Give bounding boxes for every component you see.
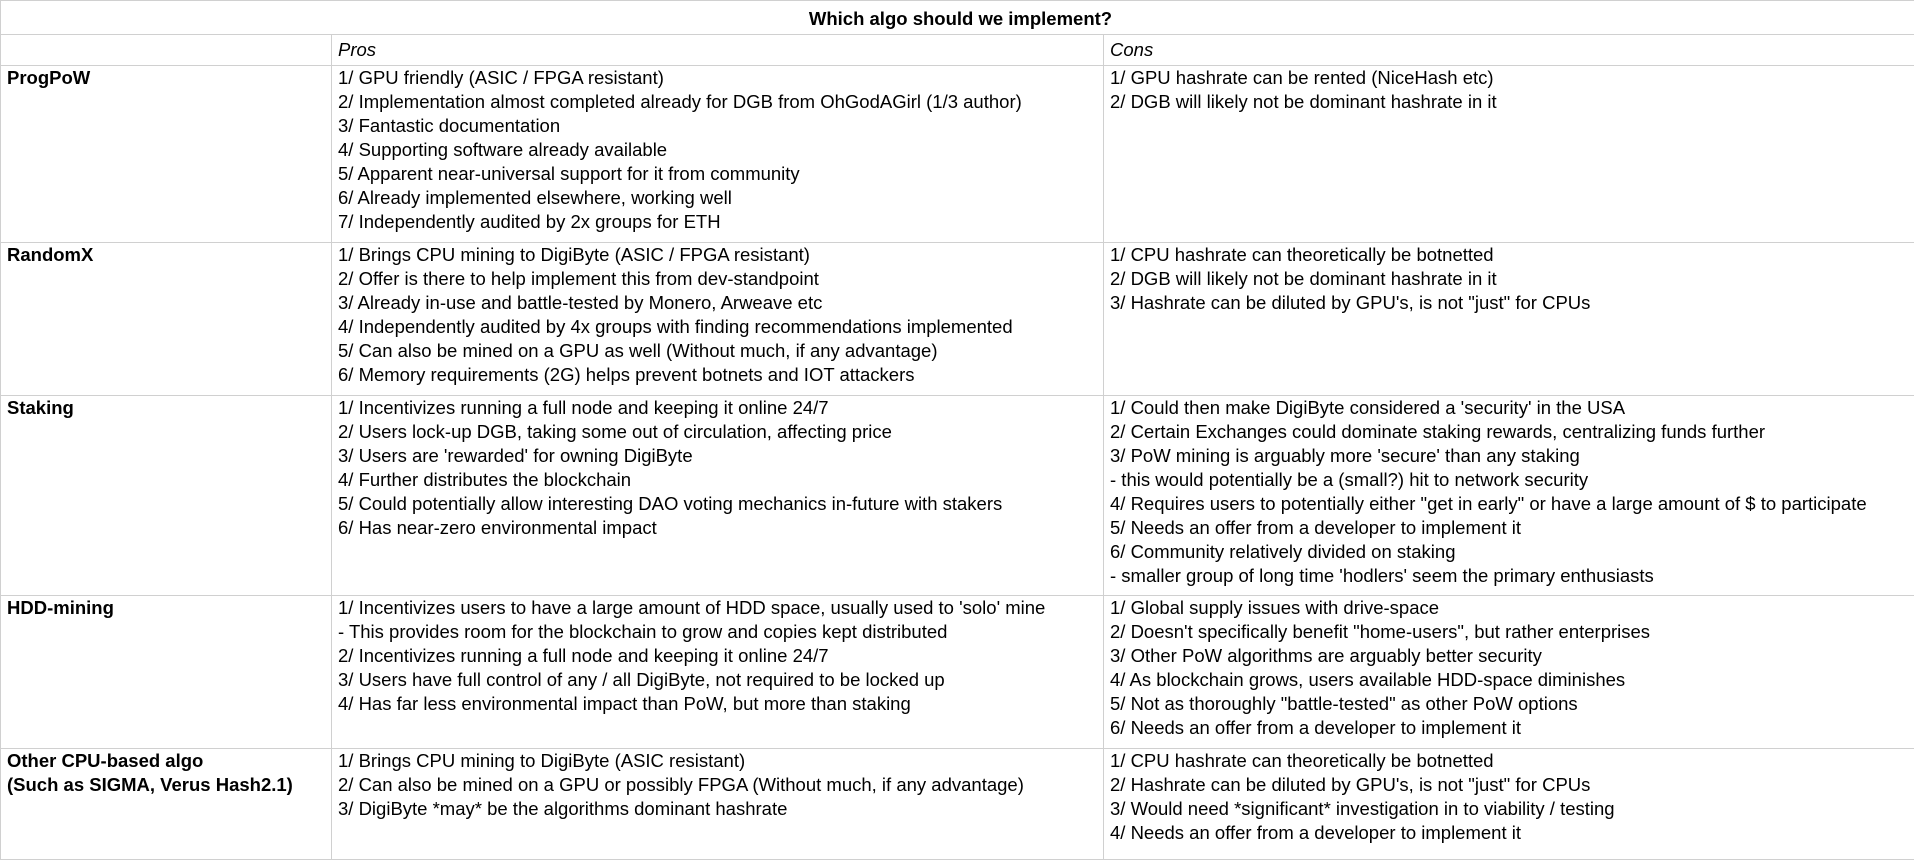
con-line: 1/ CPU hashrate can theoretically be botnetted: [1110, 243, 1914, 267]
pros-cell[interactable]: [332, 396, 1104, 596]
pro-line: 3/ DigiByte *may* be the algorithms dominant hashrate: [338, 797, 1103, 821]
con-line: 1/ GPU hashrate can be rented (NiceHash etc): [1110, 66, 1914, 90]
pro-line: 1/ Brings CPU mining to DigiByte (ASIC resistant): [338, 749, 1103, 773]
pros-cell[interactable]: [332, 596, 1104, 749]
header-empty-cell[interactable]: [1, 35, 332, 66]
table-row: [1, 243, 1914, 396]
row-name: Staking: [7, 396, 331, 420]
pro-line: 6/ Memory requirements (2G) helps prevent botnets and IOT attackers: [338, 363, 1103, 387]
cons-cell[interactable]: [1104, 66, 1914, 243]
con-line: 3/ PoW mining is arguably more 'secure' than any staking: [1110, 444, 1914, 468]
pro-line: 7/ Independently audited by 2x groups for ETH: [338, 210, 1103, 234]
table-row: [1, 66, 1914, 243]
pro-line: 4/ Independently audited by 4x groups with finding recommendations implemented: [338, 315, 1103, 339]
row-name: ProgPoW: [7, 66, 331, 90]
pro-line: 5/ Can also be mined on a GPU as well (Without much, if any advantage): [338, 339, 1103, 363]
header-pros[interactable]: Pros: [332, 35, 1104, 66]
pro-line: 2/ Offer is there to help implement this from dev-standpoint: [338, 267, 1103, 291]
pro-line: 3/ Fantastic documentation: [338, 114, 1103, 138]
pros-cell[interactable]: [332, 66, 1104, 243]
pro-line: 3/ Already in-use and battle-tested by Monero, Arweave etc: [338, 291, 1103, 315]
row-name: HDD-mining: [7, 596, 331, 620]
con-line: 1/ Could then make DigiByte considered a 'security' in the USA: [1110, 396, 1914, 420]
con-line: 5/ Not as thoroughly "battle-tested" as other PoW options: [1110, 692, 1914, 716]
pro-line: 1/ Incentivizes users to have a large amount of HDD space, usually used to 'solo' mine: [338, 596, 1103, 620]
pro-line: 2/ Can also be mined on a GPU or possibly FPGA (Without much, if any advantage): [338, 773, 1103, 797]
con-line: 3/ Hashrate can be diluted by GPU's, is not "just" for CPUs: [1110, 291, 1914, 315]
con-line: 4/ As blockchain grows, users available HDD-space diminishes: [1110, 668, 1914, 692]
header-cons[interactable]: Cons: [1104, 35, 1914, 66]
con-line: - smaller group of long time 'hodlers' seem the primary enthusiasts: [1110, 564, 1914, 588]
pro-line: 6/ Already implemented elsewhere, working well: [338, 186, 1103, 210]
pro-line: 5/ Could potentially allow interesting DAO voting mechanics in-future with stakers: [338, 492, 1103, 516]
pro-line: - This provides room for the blockchain to grow and copies kept distributed: [338, 620, 1103, 644]
title-row: [1, 1, 1914, 35]
con-line: 3/ Would need *significant* investigation in to viability / testing: [1110, 797, 1914, 821]
cons-cell[interactable]: [1104, 596, 1914, 749]
pro-line: 4/ Further distributes the blockchain: [338, 468, 1103, 492]
pro-line: 1/ Incentivizes running a full node and keeping it online 24/7: [338, 396, 1103, 420]
row-name-cell[interactable]: [1, 396, 332, 596]
row-name-cell[interactable]: [1, 243, 332, 396]
pro-line: 3/ Users are 'rewarded' for owning DigiByte: [338, 444, 1103, 468]
cons-cell[interactable]: [1104, 749, 1914, 860]
con-line: 4/ Requires users to potentially either "get in early" or have a large amount of $ to participate: [1110, 492, 1914, 516]
con-line: 5/ Needs an offer from a developer to implement it: [1110, 516, 1914, 540]
pro-line: 4/ Has far less environmental impact than PoW, but more than staking: [338, 692, 1103, 716]
row-name: Other CPU-based algo: [7, 749, 331, 773]
con-line: 6/ Community relatively divided on staking: [1110, 540, 1914, 564]
pro-line: 2/ Incentivizes running a full node and keeping it online 24/7: [338, 644, 1103, 668]
pro-line: 2/ Users lock-up DGB, taking some out of circulation, affecting price: [338, 420, 1103, 444]
table-row: [1, 396, 1914, 596]
table-row: [1, 749, 1914, 860]
con-line: 2/ Doesn't specifically benefit "home-users", but rather enterprises: [1110, 620, 1914, 644]
cons-cell[interactable]: [1104, 396, 1914, 596]
con-line: 6/ Needs an offer from a developer to implement it: [1110, 716, 1914, 740]
con-line: - this would potentially be a (small?) hit to network security: [1110, 468, 1914, 492]
row-name: RandomX: [7, 243, 331, 267]
pro-line: 3/ Users have full control of any / all DigiByte, not required to be locked up: [338, 668, 1103, 692]
pro-line: 4/ Supporting software already available: [338, 138, 1103, 162]
con-line: 2/ DGB will likely not be dominant hashrate in it: [1110, 90, 1914, 114]
pro-line: 2/ Implementation almost completed already for DGB from OhGodAGirl (1/3 author): [338, 90, 1103, 114]
pros-cell[interactable]: [332, 749, 1104, 860]
con-line: 2/ Hashrate can be diluted by GPU's, is not "just" for CPUs: [1110, 773, 1914, 797]
con-line: 1/ Global supply issues with drive-space: [1110, 596, 1914, 620]
row-name-cell[interactable]: [1, 66, 332, 243]
table-row: [1, 596, 1914, 749]
header-row: [1, 35, 1914, 66]
pros-cell[interactable]: [332, 243, 1104, 396]
pro-line: 1/ GPU friendly (ASIC / FPGA resistant): [338, 66, 1103, 90]
row-name-cell[interactable]: [1, 749, 332, 860]
row-name-cell[interactable]: [1, 596, 332, 749]
pro-line: 1/ Brings CPU mining to DigiByte (ASIC / FPGA resistant): [338, 243, 1103, 267]
con-line: 3/ Other PoW algorithms are arguably better security: [1110, 644, 1914, 668]
cons-cell[interactable]: [1104, 243, 1914, 396]
row-name-subtitle: (Such as SIGMA, Verus Hash2.1): [7, 773, 331, 797]
con-line: 2/ Certain Exchanges could dominate staking rewards, centralizing funds further: [1110, 420, 1914, 444]
con-line: 1/ CPU hashrate can theoretically be botnetted: [1110, 749, 1914, 773]
con-line: 4/ Needs an offer from a developer to implement it: [1110, 821, 1914, 845]
pro-line: 5/ Apparent near-universal support for it from community: [338, 162, 1103, 186]
pro-line: 6/ Has near-zero environmental impact: [338, 516, 1103, 540]
con-line: 2/ DGB will likely not be dominant hashrate in it: [1110, 267, 1914, 291]
sheet-title[interactable]: Which algo should we implement?: [1, 1, 1914, 35]
